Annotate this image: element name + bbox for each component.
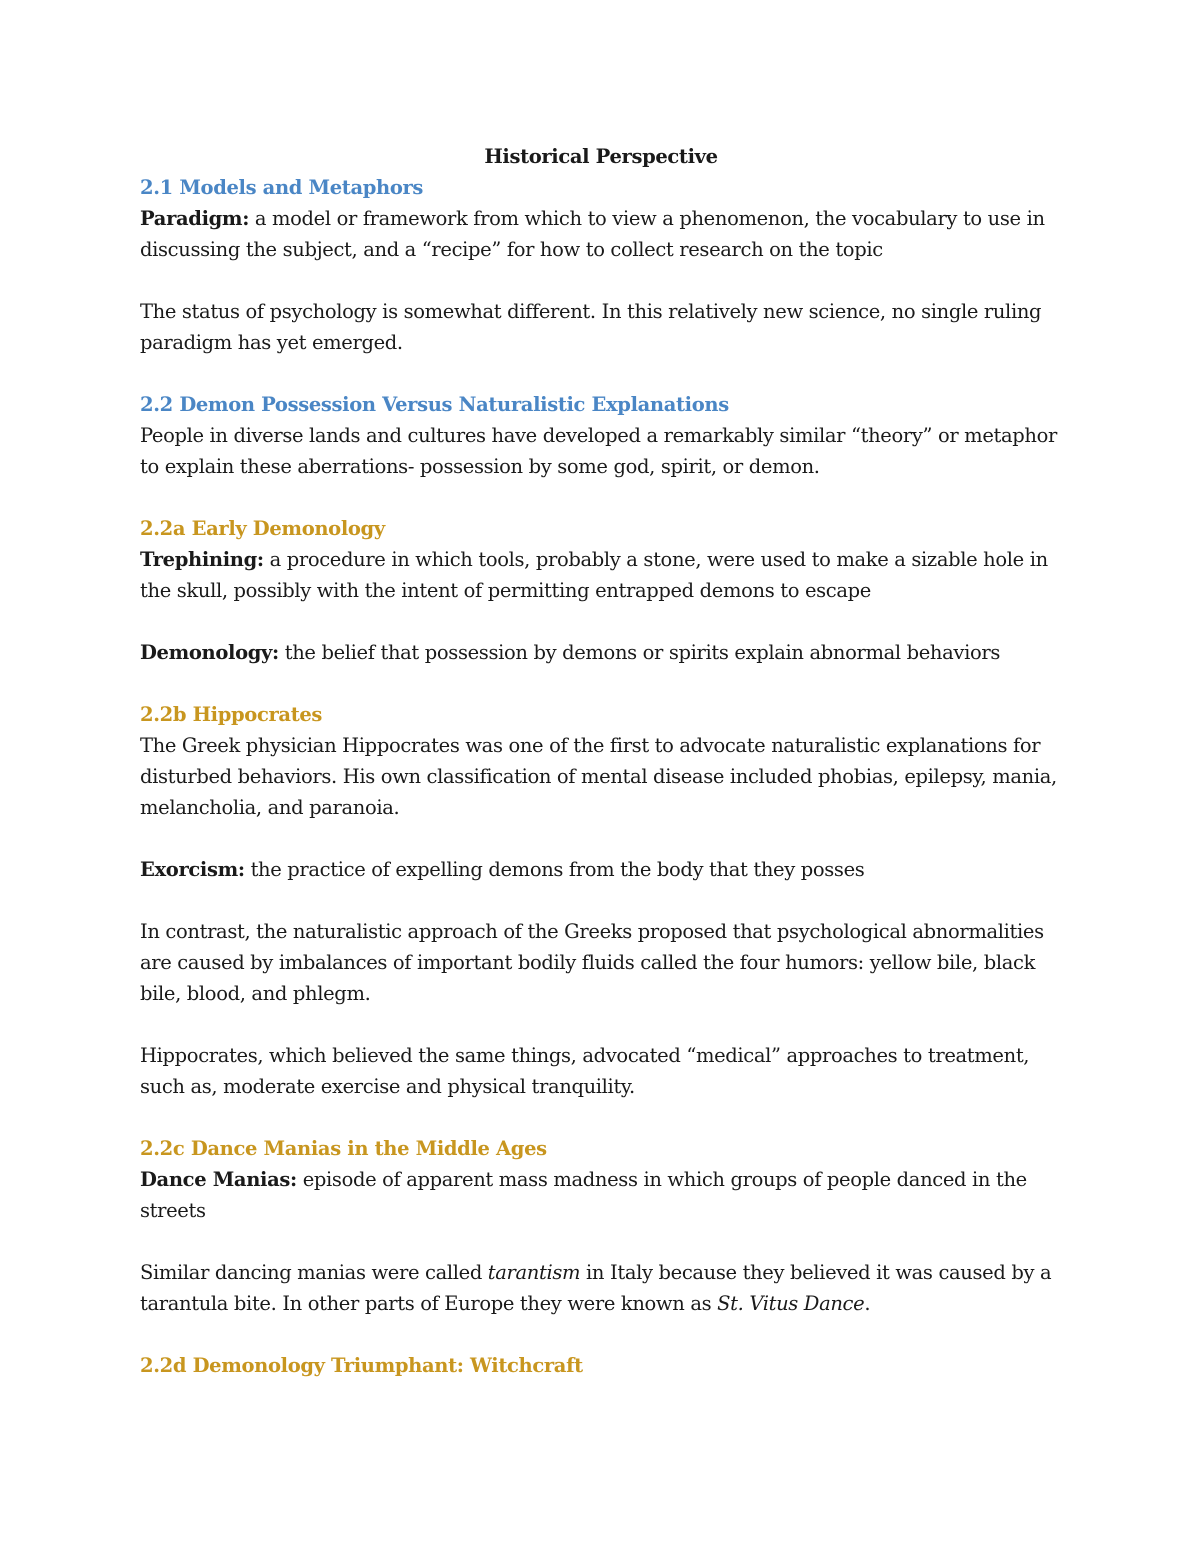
st-vitus-dance-term: St. Vitus Dance xyxy=(717,1292,865,1315)
dance-manias-text: episode of apparent mass madness in which groups of people danced in the streets xyxy=(140,1168,1027,1222)
paradigm-text: a model or framework from which to view a phenomenon, the vocabulary to use in discussing the subject, and a “recipe” for how to collect research on the topic xyxy=(140,207,1045,261)
dance-manias-term: Dance Manias: xyxy=(140,1168,297,1191)
subsection-heading-2-2d: 2.2d Demonology Triumphant: Witchcraft xyxy=(140,1354,583,1377)
demonology-text: the belief that possession by demons or spirits explain abnormal behaviors xyxy=(278,641,1000,664)
subsection-heading-2-2c: 2.2c Dance Manias in the Middle Ages xyxy=(140,1137,547,1160)
trephining-term: Trephining: xyxy=(140,548,264,571)
tarantism-text-b: in Italy because they believed it was caused by a tarantula bite. In other parts of Europe they were known as xyxy=(140,1261,1052,1315)
four-humors-paragraph: In contrast, the naturalistic approach of the Greeks proposed that psychological abnormalities are caused by imbalances of important bodily fluids called the four humors: yellow bile, black bile, blood, and phlegm. xyxy=(140,920,1044,1005)
subsection-heading-2-2b: 2.2b Hippocrates xyxy=(140,703,323,726)
tarantism-text-c: . xyxy=(864,1292,871,1315)
exorcism-definition xyxy=(140,854,1062,885)
document-title: Historical Perspective xyxy=(484,145,718,168)
section-heading-2-2: 2.2 Demon Possession Versus Naturalistic Explanations xyxy=(140,393,729,416)
paradigm-definition xyxy=(140,203,1062,265)
paradigm-term: Paradigm: xyxy=(140,207,250,230)
trephining-definition xyxy=(140,544,1062,606)
demonology-term: Demonology: xyxy=(140,641,279,664)
exorcism-term: Exorcism: xyxy=(140,858,245,881)
hippocrates-paragraph: The Greek physician Hippocrates was one of the first to advocate naturalistic explanations for disturbed behaviors. His own classification of mental disease included phobias, epilepsy, mania, melancholia, and paranoia. xyxy=(140,734,1057,819)
exorcism-text: the practice of expelling demons from the body that they posses xyxy=(244,858,865,881)
tarantism-text-a: Similar dancing manias were called xyxy=(140,1261,488,1284)
tarantism-paragraph xyxy=(140,1257,1062,1319)
section-heading-2-1: 2.1 Models and Metaphors xyxy=(140,176,424,199)
dance-manias-definition xyxy=(140,1164,1062,1226)
subsection-heading-2-2a: 2.2a Early Demonology xyxy=(140,517,385,540)
demonology-definition xyxy=(140,637,1062,668)
document-body xyxy=(140,141,1062,1381)
possession-paragraph: People in diverse lands and cultures have developed a remarkably similar “theory” or metaphor to explain these aberrations- possession by some god, spirit, or demon. xyxy=(140,424,1057,478)
psychology-status-paragraph: The status of psychology is somewhat different. In this relatively new science, no single ruling paradigm has yet emerged. xyxy=(140,300,1042,354)
tarantism-term: tarantism xyxy=(487,1261,581,1284)
medical-approach-paragraph: Hippocrates, which believed the same things, advocated “medical” approaches to treatment, such as, moderate exercise and physical tranquility. xyxy=(140,1044,1030,1098)
trephining-text: a procedure in which tools, probably a stone, were used to make a sizable hole in the skull, possibly with the intent of permitting entrapped demons to escape xyxy=(140,548,1048,602)
